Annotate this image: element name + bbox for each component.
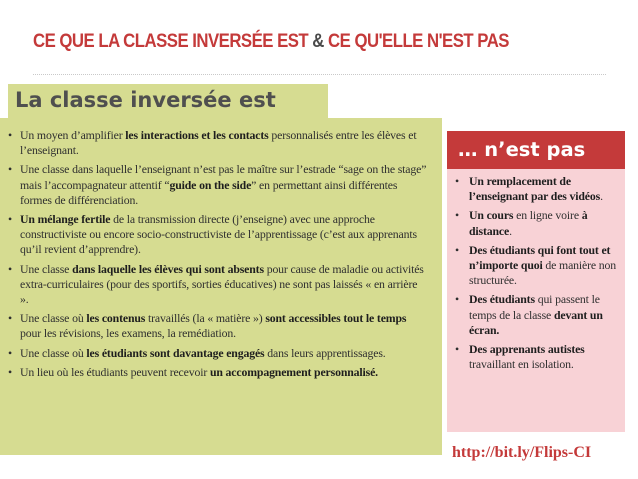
text: . <box>600 189 603 204</box>
bold-text: les interactions et les contacts <box>125 128 269 142</box>
right-bullet-list <box>453 174 619 376</box>
right-list-item <box>453 292 619 338</box>
left-list-item <box>8 365 428 380</box>
text: ” en permettant ainsi différentes formes de différenciation. <box>20 177 398 207</box>
bold-text: devant un écran. <box>469 307 603 337</box>
text: qui passent le temps de la classe <box>469 292 600 322</box>
bold-text: Des apprenants autistes <box>469 342 585 357</box>
bold-text: guide on the side <box>169 177 252 192</box>
bold-text: dans laquelle les élèves qui sont absents <box>72 261 264 276</box>
slide-title <box>33 30 509 53</box>
left-list-item <box>8 162 428 208</box>
text: personnalisés entre les élèves et l’enseignant. <box>20 128 417 158</box>
text: en ligne voire <box>513 208 582 223</box>
text: travaillés (la « matière ») <box>145 311 266 326</box>
text: Une classe <box>20 261 73 276</box>
left-heading: La classe inversée est <box>15 88 276 112</box>
text: dans leurs apprentissages. <box>264 345 386 360</box>
bold-text: sont accessibles tout le temps <box>265 311 407 326</box>
bold-text: les contenus <box>86 311 146 326</box>
text: pour les révisions, les examens, la remédiation. <box>20 326 236 341</box>
left-list-item <box>8 212 428 258</box>
text: pour cause de maladie ou activités extra-curriculaires (pour des sportifs, sorties éducatives) ne sont pas laissés « en arrière ». <box>20 261 424 307</box>
bold-text: Des étudiants qui font tout et n’importe quoi <box>469 242 611 273</box>
right-panel <box>447 169 625 432</box>
bold-text: Un mélange fertile <box>20 212 111 227</box>
text: de manière non structurée. <box>469 258 617 288</box>
bold-text: Un cours <box>469 208 514 223</box>
title-ampersand: & <box>312 30 324 52</box>
text: Une classe où <box>20 345 87 360</box>
footer-link[interactable]: http://bit.ly/Flips-CI <box>452 444 592 461</box>
left-list-item <box>8 262 428 308</box>
text: Une classe où <box>20 311 87 326</box>
bold-text: à distance <box>469 208 588 238</box>
title-part-1: CE QUE LA CLASSE INVERSÉE EST <box>33 30 309 52</box>
text: Un moyen d’amplifier <box>20 128 126 142</box>
bold-text: Des étudiants <box>469 292 535 307</box>
text: . <box>509 223 512 238</box>
bold-text: Un remplacement de l’enseignant par des vidéos <box>469 174 601 204</box>
left-list-item <box>8 128 428 158</box>
bold-text: un accompagnement personnalisé. <box>209 364 378 379</box>
title-divider <box>33 74 606 75</box>
right-list-item <box>453 342 619 372</box>
right-list-item <box>453 208 619 238</box>
text: Une classe dans laquelle l’enseignant n’est pas le maître sur l’estrade “sage on the stage” mais l’accompagnateur attentif “ <box>20 162 427 192</box>
left-heading-box <box>8 84 328 118</box>
text: Un lieu où les étudiants peuvent recevoir <box>20 364 210 379</box>
left-panel <box>0 118 442 455</box>
left-bullet-list <box>8 128 428 384</box>
left-list-item <box>8 346 428 361</box>
text: travaillant en isolation. <box>469 357 574 372</box>
right-list-item <box>453 243 619 289</box>
right-heading: … n’est pas <box>458 138 586 161</box>
left-list-item <box>8 311 428 341</box>
right-list-item <box>453 174 619 204</box>
right-heading-box <box>447 131 625 169</box>
bold-text: les étudiants sont davantage engagés <box>86 345 265 360</box>
text: de la transmission directe (j’enseigne) avec une approche constructiviste ou encore socio-constructiviste de l’apprentissage (c’est aux apprenants qu’il revient d’apprendre). <box>20 212 417 257</box>
title-part-2: CE QU'ELLE N'EST PAS <box>328 30 509 52</box>
